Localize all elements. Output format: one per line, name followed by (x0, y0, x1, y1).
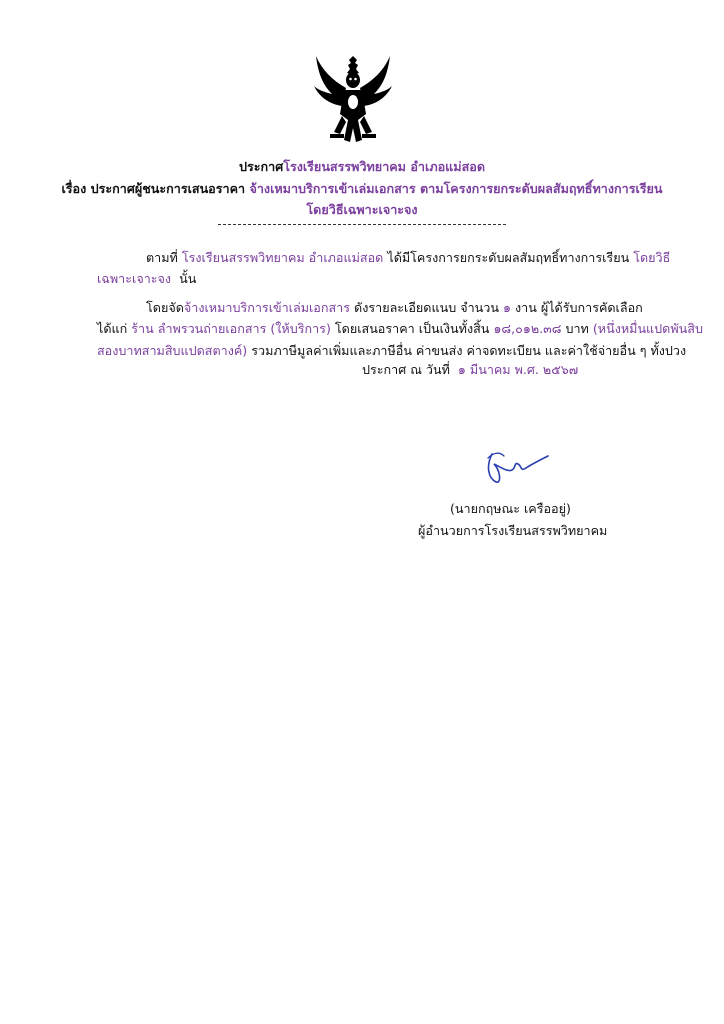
paragraph-2-line-1: โดยจัดจ้างเหมาบริการเข้าเล่มเอกสาร ดังรายละเอียดแนบ จำนวน ๑ งาน ผู้ได้รับการคัดเลือก (146, 300, 643, 315)
procurement-method: โดยวิธีเฉพาะเจาะจง (306, 202, 418, 217)
signatory-name: (นายกฤษณะ เครืออยู่) (450, 501, 571, 516)
announcement-date: ประกาศ ณ วันที่ ๑ มีนาคม พ.ศ. ๒๕๖๗ (362, 362, 579, 377)
separator-line (218, 224, 506, 225)
signatory-position: ผู้อำนวยการโรงเรียนสรรพวิทยาคม (418, 523, 608, 538)
signature-scribble (478, 448, 550, 490)
paragraph-1-line-1: ตามที่ โรงเรียนสรรพวิทยาคม อำเภอแม่สอด ได้มีโครงการยกระดับผลสัมฤทธิ์ทางการเรียน โดยวิธี (146, 250, 671, 265)
paragraph-1-line-2: เฉพาะเจาะจง นั้น (97, 271, 197, 286)
paragraph-2-line-2: ได้แก่ ร้าน ลำพรวนถ่ายเอกสาร (ให้บริการ) โดยเสนอราคา เป็นเงินทั้งสิ้น ๑๘,๐๑๒.๓๘ บาท (หนึ่งหมื่นแปดพันสิบ (97, 321, 703, 336)
garuda-emblem-icon (312, 50, 394, 148)
paragraph-2-line-3: สองบาทสามสิบแปดสตางค์) รวมภาษีมูลค่าเพิ่มและภาษีอื่น ค่าขนส่ง ค่าจดทะเบียน และค่าใช้จ่ายอื่น ๆ ทั้งปวง (97, 343, 687, 358)
announcement-subject: เรื่อง ประกาศผู้ชนะการเสนอราคา จ้างเหมาบริการเข้าเล่มเอกสาร ตามโครงการยกระดับผลสัมฤทธิ์ทางการเรียน (61, 181, 663, 196)
announcement-title: ประกาศโรงเรียนสรรพวิทยาคม อำเภอแม่สอด (238, 159, 486, 174)
